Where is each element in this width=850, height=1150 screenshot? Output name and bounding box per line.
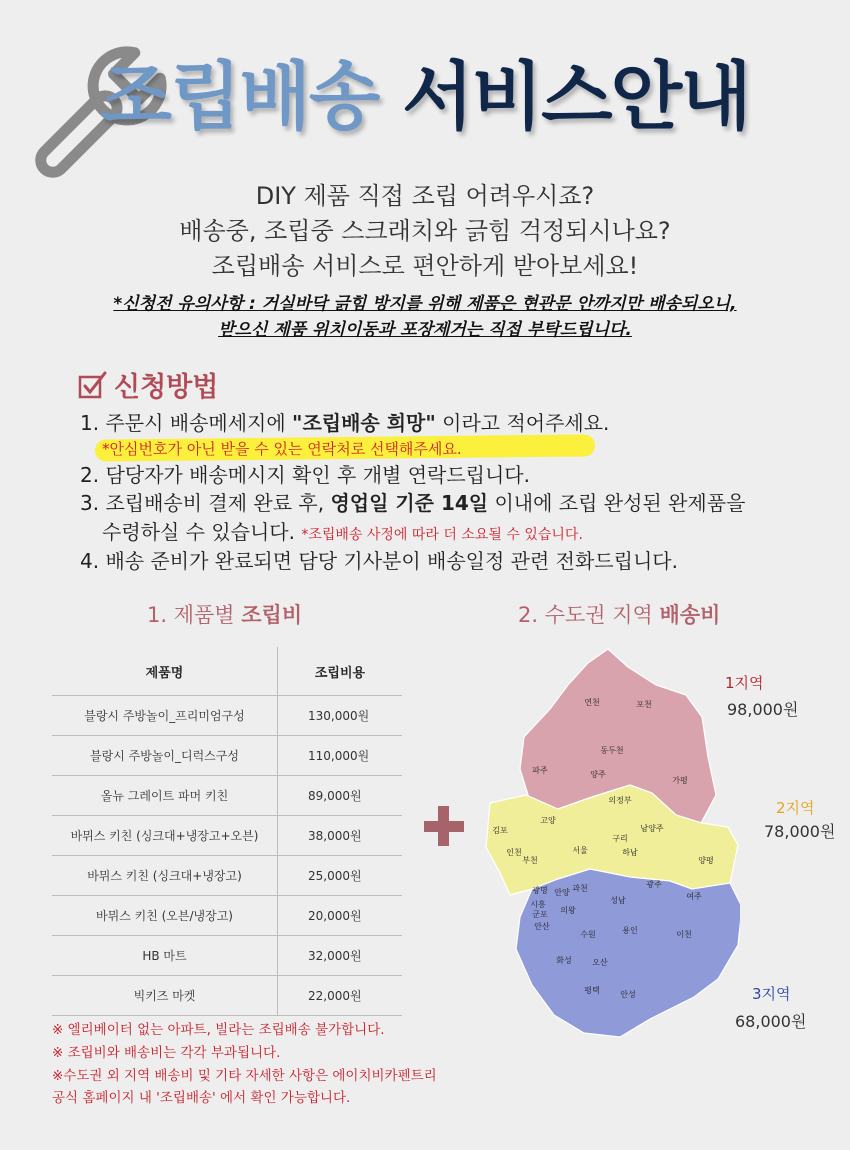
footnote-3: ※수도권 외 지역 배송비 및 기타 자세한 사항은 에이치비카펜트리: [52, 1068, 437, 1084]
product-price: 20,000원: [278, 896, 403, 936]
step-3: [80, 489, 745, 517]
product-name: 바뮈스 키친 (싱크대+냉장고+오븐): [52, 816, 278, 856]
map-label-z3-7: 의왕: [560, 906, 576, 915]
map-zone-3: [516, 869, 740, 1037]
product-price: 130,000원: [278, 696, 403, 736]
table-row: [52, 776, 402, 816]
notice-line1: *신청전 유의사항 : 거실바닥 긁힘 방지를 위해 제품은 현관문 안까지만 배송되오니,: [113, 294, 737, 314]
title-part2: 서비스안내: [402, 54, 750, 140]
map-label-z3-9: 안산: [534, 922, 550, 931]
product-price: 32,000원: [278, 936, 403, 976]
map-label-z3-4: 광주: [646, 880, 662, 889]
step-1: [80, 409, 609, 437]
step-3-text-c: 이내에 조립 완성된 완제품을: [488, 491, 746, 515]
intro-line3: 조립배송 서비스로 편안하게 받아보세요!: [211, 252, 639, 280]
map-label-z3-16: 안성: [620, 990, 636, 999]
intro-line1: DIY 제품 직접 조립 어려우시죠?: [255, 182, 595, 210]
map-label-z2-0: 의정부: [608, 796, 632, 805]
plus-icon: [424, 806, 464, 846]
step-3-text-d: 수령하실 수 있습니다.: [102, 520, 295, 544]
map-label-z3-10: 수원: [580, 930, 596, 939]
step-3-text-a: 3. 조립배송비 결제 완료 후,: [80, 491, 331, 515]
map-label-z1-3: 양주: [590, 770, 606, 779]
col-price-header: 조립비용: [278, 647, 403, 696]
product-price: 22,000원: [278, 976, 403, 1016]
table-row: [52, 856, 402, 896]
map-label-z3-3: 성남: [610, 896, 626, 905]
product-price: 25,000원: [278, 856, 403, 896]
region-heading-b: 배송비: [659, 603, 721, 627]
zone-1-name: 1지역: [725, 674, 764, 692]
product-name: 바뮈스 키친 (싱크대+냉장고): [52, 856, 278, 896]
map-label-z3-1: 안양: [554, 888, 570, 897]
col-name-header: 제품명: [52, 647, 278, 696]
map-label-z3-15: 평택: [584, 986, 600, 995]
footnote-4: 공식 홈페이지 내 '조립배송' 에서 확인 가능합니다.: [52, 1090, 351, 1106]
map-label-z3-6: 군포: [532, 910, 548, 919]
table-row: [52, 736, 402, 776]
price-heading: [147, 599, 302, 629]
step-1-note: *안심번호가 아닌 받을 수 있는 연락처로 선택해주세요.: [102, 440, 462, 458]
step-3-note: *조립배송 사정에 따라 더 소요될 수 있습니다.: [301, 527, 583, 543]
step-4: 4. 배송 준비가 완료되면 담당 기사분이 배송일정 관련 전화드립니다.: [80, 549, 678, 573]
zone-2-price: 78,000원: [764, 822, 836, 841]
table-row: [52, 936, 402, 976]
map-label-z2-4: 서울: [572, 846, 588, 855]
product-name: 빅키즈 마켓: [52, 976, 278, 1016]
price-heading-a: 1. 제품별: [147, 603, 242, 627]
notice-line2: 받으신 제품 위치이동과 포장제거는 직접 부탁드립니다.: [218, 320, 632, 340]
map-label-z3-11: 용인: [622, 926, 638, 935]
step-1-emphasis: "조립배송 희망": [292, 411, 436, 435]
product-name: 블랑시 주방놀이_프리미엄구성: [52, 696, 278, 736]
title-part1: 조립배송: [100, 54, 379, 140]
intro-line2: 배송중, 조립중 스크래치와 긁힘 걱정되시나요?: [179, 217, 671, 245]
map-label-z2-8: 하남: [622, 848, 638, 857]
map-label-z1-1: 포천: [636, 700, 652, 709]
metro-region-map: [480, 645, 740, 1045]
step-1-text-c: 이라고 적어주세요.: [435, 411, 610, 435]
step-3-emphasis: 영업일 기준 14일: [330, 491, 489, 515]
footnote-1: ※ 엘리베이터 없는 아파트, 빌라는 조립배송 불가합니다.: [52, 1022, 385, 1038]
table-header-row: [52, 647, 402, 696]
map-label-z3-13: 화성: [556, 956, 572, 965]
table-row: [52, 696, 402, 736]
step-1-text-a: 1. 주문시 배송메세지에: [80, 411, 293, 435]
map-label-z1-2: 동두천: [600, 746, 624, 755]
product-price: 110,000원: [278, 736, 403, 776]
product-name: 블랑시 주방놀이_디럭스구성: [52, 736, 278, 776]
map-label-z3-5: 시흥: [530, 900, 546, 909]
map-label-z2-6: 인천: [506, 848, 522, 857]
region-heading: [518, 599, 720, 629]
map-label-z3-14: 오산: [592, 958, 608, 967]
map-label-z3-2: 과천: [572, 884, 588, 893]
checkbox-icon: [78, 371, 108, 399]
footnote-2: ※ 조립비와 배송비는 각각 부과됩니다.: [52, 1045, 281, 1061]
zone-3-name: 3지역: [752, 985, 791, 1003]
map-label-z2-9: 양평: [698, 856, 714, 865]
zone-1-price: 98,000원: [727, 700, 799, 719]
region-heading-a: 2. 수도권 지역: [518, 603, 660, 627]
table-row: [52, 816, 402, 856]
price-table: [52, 647, 402, 1016]
apply-heading-text: 신청방법: [114, 372, 219, 403]
map-label-z3-0: 광명: [532, 886, 548, 895]
map-label-z1-0: 연천: [584, 698, 600, 707]
price-heading-b: 조립비: [241, 603, 303, 627]
apply-heading: [78, 365, 218, 404]
zone-2-name: 2지역: [776, 799, 815, 817]
map-label-z2-7: 부천: [522, 856, 538, 865]
page-title: [0, 52, 850, 142]
zone-3-price: 68,000원: [735, 1012, 807, 1031]
map-label-z2-5: 구리: [612, 834, 628, 843]
table-row: [52, 896, 402, 936]
map-label-z2-3: 김포: [492, 826, 508, 835]
product-name: HB 마트: [52, 936, 278, 976]
map-label-z1-5: 가평: [672, 776, 688, 785]
product-name: 바뮈스 키친 (오븐/냉장고): [52, 896, 278, 936]
map-label-z2-2: 남양주: [640, 824, 664, 833]
product-name: 올뉴 그레이트 파머 키친: [52, 776, 278, 816]
map-label-z3-8: 여주: [686, 892, 702, 901]
step-3-cont: [102, 518, 583, 549]
map-label-z1-4: 파주: [532, 766, 548, 775]
table-row: [52, 976, 402, 1016]
map-label-z2-1: 고양: [540, 816, 556, 825]
map-label-z3-12: 이천: [676, 930, 692, 939]
product-price: 89,000원: [278, 776, 403, 816]
step-2: 2. 담당자가 배송메시지 확인 후 개별 연락드립니다.: [80, 463, 530, 487]
product-price: 38,000원: [278, 816, 403, 856]
